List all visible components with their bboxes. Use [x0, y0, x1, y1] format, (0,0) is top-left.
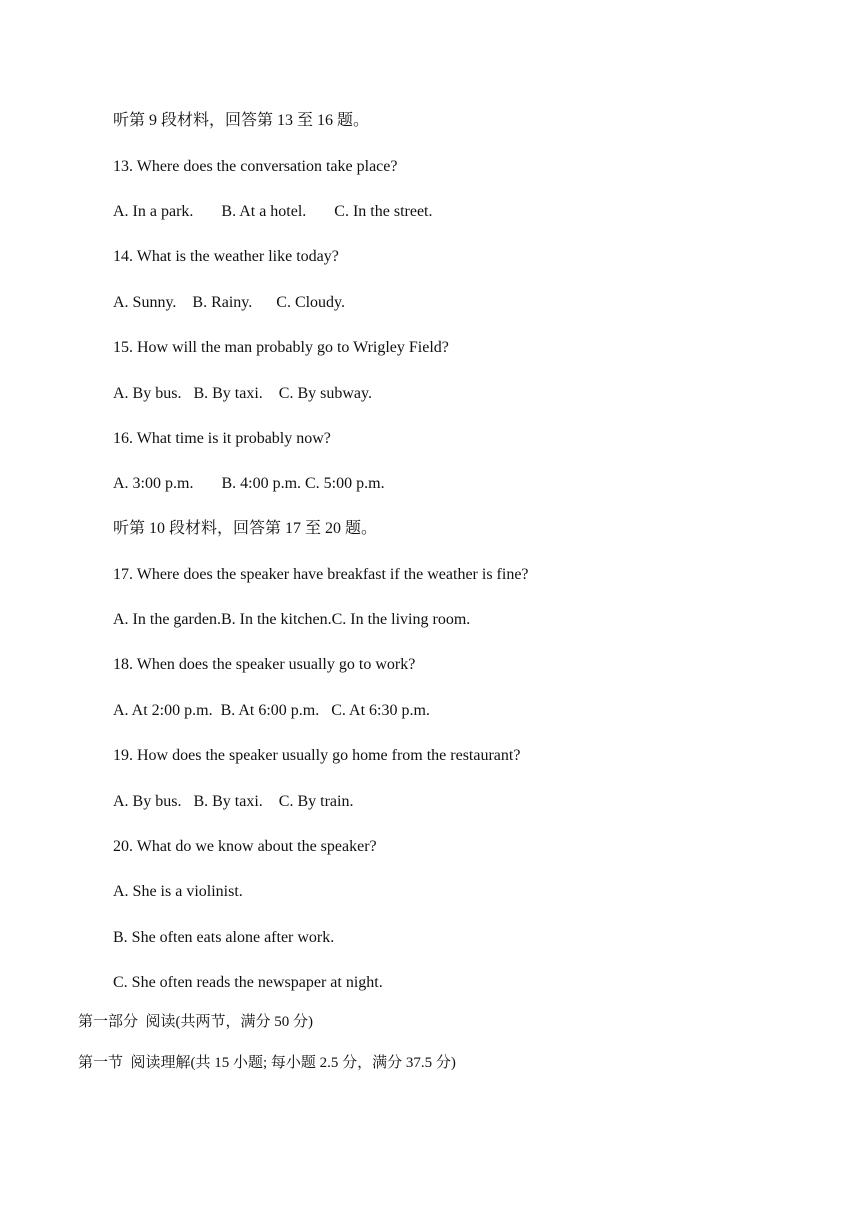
question-15-options: A. By bus. B. By taxi. C. By subway. [113, 385, 372, 402]
question-19-options: A. By bus. B. By taxi. C. By train. [113, 793, 354, 810]
question-18-options: A. At 2:00 p.m. B. At 6:00 p.m. C. At 6:30 p.m. [113, 702, 430, 719]
question-17-options: A. In the garden.B. In the kitchen.C. In the living room. [113, 611, 471, 628]
question-16: 16. What time is it probably now? [113, 430, 331, 447]
question-19: 19. How does the speaker usually go home from the restaurant? [113, 747, 521, 764]
question-20: 20. What do we know about the speaker? [113, 838, 377, 855]
question-20-option-a: A. She is a violinist. [113, 883, 243, 900]
question-13-options: A. In a park. B. At a hotel. C. In the street. [113, 203, 433, 220]
listening-instruction-9: 听第 9 段材料，回答第 13 至 16 题。 [113, 112, 370, 129]
question-15: 15. How will the man probably go to Wrigley Field? [113, 339, 449, 356]
question-13: 13. Where does the conversation take place? [113, 158, 398, 175]
part-heading: 第一部分 阅读(共两节，满分 50 分) [78, 1014, 313, 1030]
question-14: 14. What is the weather like today? [113, 248, 339, 265]
section-heading: 第一节 阅读理解(共 15 小题; 每小题 2.5 分，满分 37.5 分) [78, 1055, 456, 1071]
question-20-option-c: C. She often reads the newspaper at night. [113, 974, 383, 991]
question-20-option-b: B. She often eats alone after work. [113, 929, 335, 946]
question-18: 18. When does the speaker usually go to work? [113, 656, 416, 673]
question-16-options: A. 3:00 p.m. B. 4:00 p.m. C. 5:00 p.m. [113, 475, 385, 492]
question-17: 17. Where does the speaker have breakfast if the weather is fine? [113, 566, 529, 583]
listening-instruction-10: 听第 10 段材料，回答第 17 至 20 题。 [113, 520, 378, 537]
question-14-options: A. Sunny. B. Rainy. C. Cloudy. [113, 294, 346, 311]
